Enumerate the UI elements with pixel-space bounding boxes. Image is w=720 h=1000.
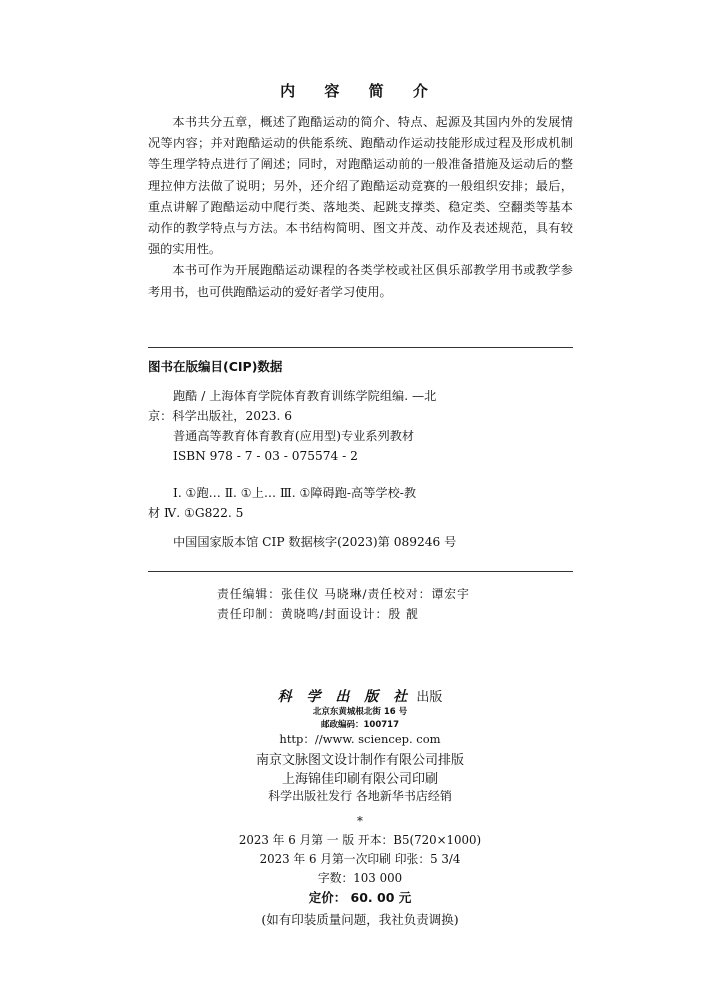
publisher-address: 北京东黄城根北街 16 号 [312,707,408,717]
divider-bottom [148,571,573,572]
cip-isbn: ISBN 978 - 7 - 03 - 075574 - 2 [173,449,358,463]
cip-record-number: 中国国家版本馆 CIP 数据核字(2023)第 089246 号 [173,535,457,549]
publisher-row [0,686,720,706]
credits [217,584,470,624]
cip-entry-line1: 跑酷 / 上海体育学院体育教育训练学院组编. —北 [173,389,437,403]
cip-series: 普通高等教育体育教育(应用型)专业系列教材 [173,429,415,443]
summary-text [148,112,573,303]
publisher-name: 科 学 出 版 社 [277,689,413,705]
credits-line1: 责任编辑：张佳仪 马晓琳/责任校对：谭宏宇 [217,587,470,601]
summary-paragraph-2: 本书可作为开展跑酷运动课程的各类学校或社区俱乐部教学用书或教学参考用书，也可供跑酷运动的爱好者学习使用。 [148,263,573,299]
page-title: 内 容 简 介 [280,82,440,100]
distribution: 科学出版社发行 各地新华书店经销 [268,789,452,803]
divider-top [148,347,573,348]
cip-class-line2: 材 Ⅳ. ①G822. 5 [148,506,244,520]
edition-line: 2023 年 6 月第 一 版 开本：B5(720×1000) [238,833,482,847]
cip-heading: 图书在版编目(CIP)数据 [148,359,283,374]
cip-record [148,386,573,552]
price: 定价： 60. 00 元 [308,890,412,905]
separator-star: * [357,814,363,828]
typesetter: 南京文脉图文设计制作有限公司排版 [255,753,464,768]
print-info [0,812,720,929]
word-count: 字数：103 000 [317,871,403,885]
publisher-postcode: 邮政编码：100717 [321,720,399,730]
credits-line2: 责任印制：黄晓鸣/封面设计：殷 靓 [217,607,419,621]
printer: 上海锦佳印刷有限公司印刷 [281,772,438,787]
cip-class-line1: Ⅰ. ①跑… Ⅱ. ①上… Ⅲ. ①障碍跑-高等学校-教 [173,486,417,500]
cip-entry-line2: 京：科学出版社，2023. 6 [148,409,293,423]
publisher-suffix: 出版 [416,690,443,705]
quality-notice: (如有印装质量问题，我社负责调换) [261,912,459,927]
publisher-website: http：//www. sciencep. com [279,732,441,746]
summary-paragraph-1: 本书共分五章，概述了跑酷运动的简介、特点、起源及其国内外的发展情况等内容；并对跑酷运动的供能系统、跑酷动作运动技能形成过程及形成机制等生理学特点进行了阐述；同时，对跑酷运动前的一般准备措施及运动后的整理拉伸方法做了说明；另外，还介绍了跑酷运动竞赛的一般组织安排；最后，重点讲解了跑酷运动中爬行类、落地类、起跳支撑类、稳定类、空翻类等基本动作的教学特点与方法。本书结构简明、图文并茂、动作及表述规范，具有较强的实用性。 [148,115,573,257]
printing-line: 2023 年 6 月第一次印刷 印张：5 3/4 [259,852,461,866]
